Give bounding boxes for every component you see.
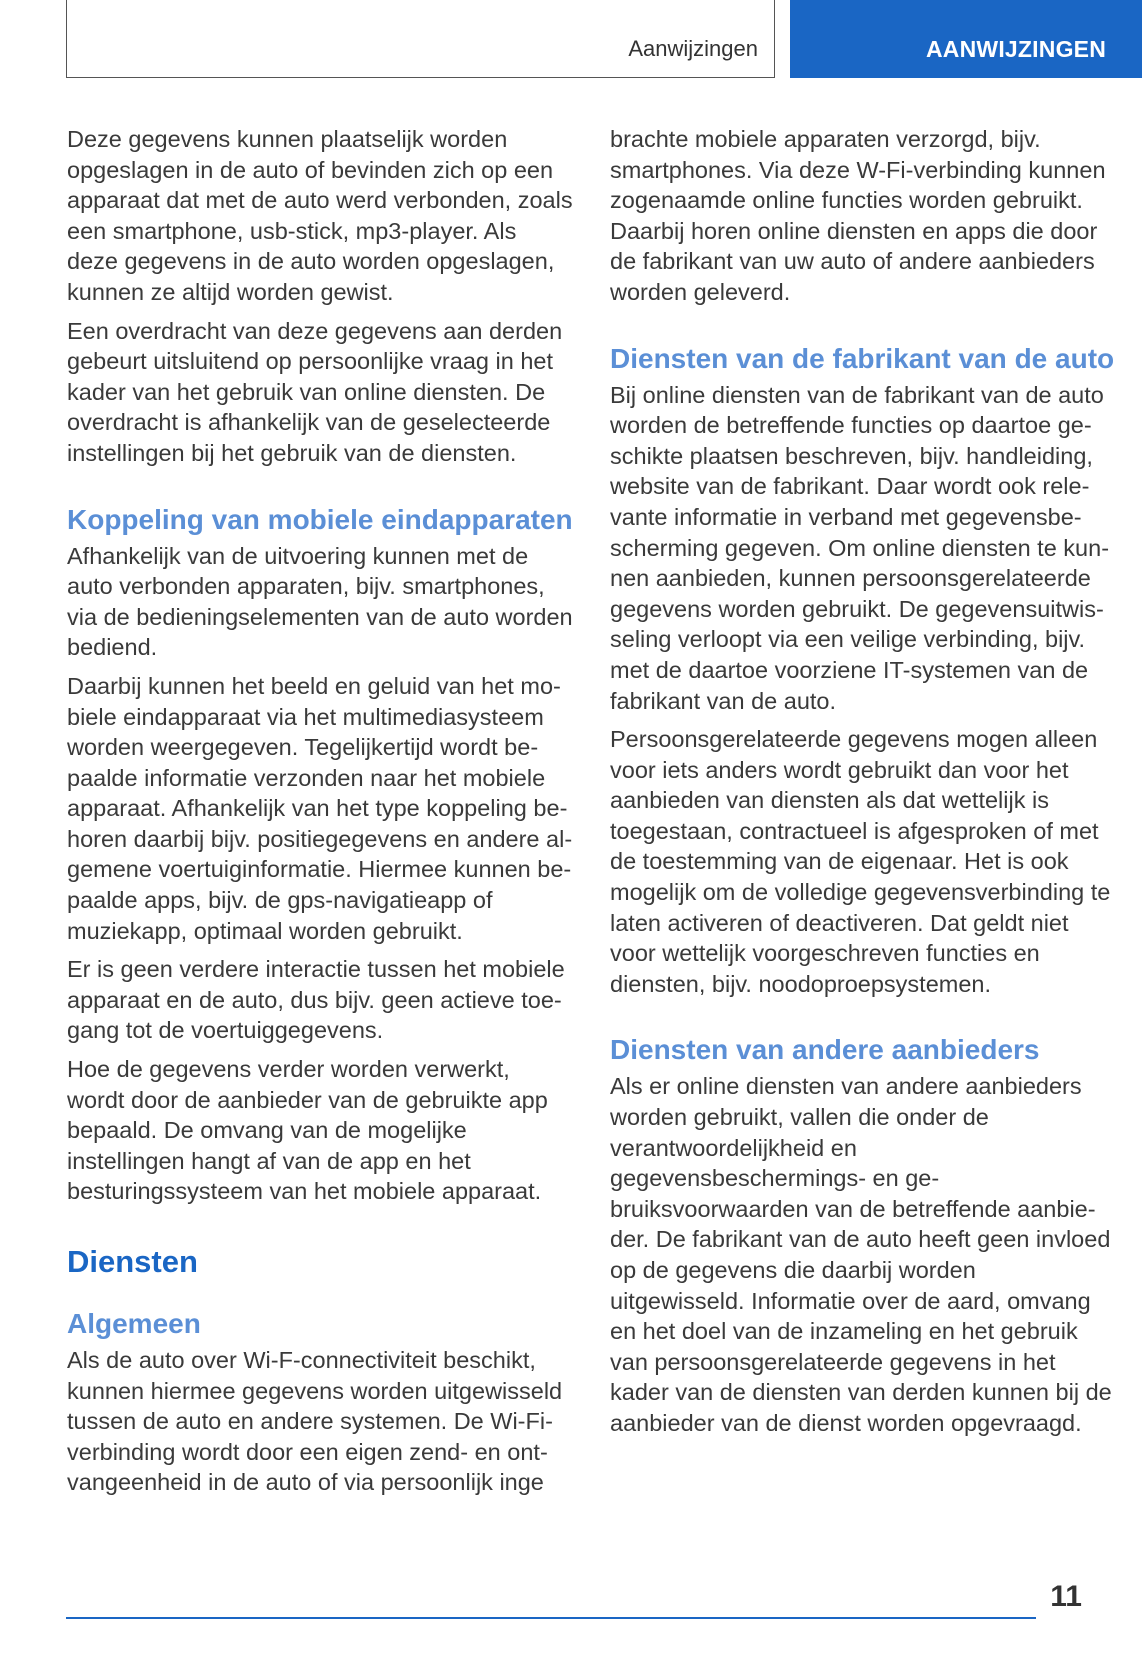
header-section-label: Aanwijzingen bbox=[628, 36, 758, 61]
heading-koppeling: Koppeling van mobiele eindapparaten bbox=[67, 503, 573, 535]
heading-algemeen: Algemeen bbox=[67, 1308, 201, 1339]
header-chapter-tab[interactable]: AANWIJZINGEN bbox=[790, 0, 1142, 78]
footer-divider bbox=[66, 1617, 1036, 1619]
paragraph: Bij online diensten van de fabrikant van de auto worden de betreffende functies op daartoe geschikte plaatsen beschreven, bijv. handleiding, website van de fabrikant. Daar wordt ook relevante informatie in verband met gegevensbescherming gegeven. Om online diensten te kunnen aanbieden, kunnen persoonsgerelateerde gegevens worden gebruikt. De gegevensuitwisseling verloopt via een veilige verbinding, bijv. met de daartoe voorziene IT-systemen van de fabrikant van de auto. bbox=[610, 381, 1110, 714]
heading-diensten: Diensten bbox=[67, 1244, 198, 1279]
heading-fabrikant: Diensten van de fabrikant van de auto bbox=[610, 342, 1115, 374]
paragraph: Afhankelijk van de uitvoering kunnen met de auto verbonden apparaten, bijv. smartphones, via de bedieningselementen van de auto worden bediend. bbox=[67, 542, 573, 661]
heading-andere-aanbieders: Diensten van andere aanbieders bbox=[610, 1034, 1040, 1066]
paragraph: Persoonsgerelateerde gegevens mogen alleen voor iets anders wordt gebruikt dan voor het aanbieden van diensten als dat wettelijk is toegestaan, contractueel is afgesproken of met de toestemming van de eigenaar. Het is ook mogelijk om de volledige gegevensverbinding te laten activeren of deactiveren. Dat geldt niet voor wettelijk voorgeschreven functies en diensten, bijv. noodoproepsystemen. bbox=[610, 726, 1111, 997]
paragraph: Een overdracht van deze gegevens aan derden gebeurt uitsluitend op persoonlijke vraag in het kader van het gebruik van online diensten. De overdracht is afhankelijk van de geselecteerde instellingen bij het gebruik van de diensten. bbox=[67, 317, 563, 466]
header-box bbox=[66, 0, 775, 78]
paragraph: Als de auto over Wi-F-connectiviteit beschikt, kunnen hiermee gegevens worden uitgewisseld tussen de auto en andere systemen. De Wi-Fi-verbinding wordt door een eigen zend- en ontvangeenheid in de auto of via persoonlijk inge bbox=[67, 1347, 563, 1496]
paragraph: Hoe de gegevens verder worden verwerkt, wordt door de aanbieder van de gebruikte app bepaald. De omvang van de mogelijke instellingen hangt af van de app en het besturingssysteem van het mobiele apparaat. bbox=[67, 1056, 548, 1205]
right-column bbox=[610, 124, 1115, 1447]
paragraph: Deze gegevens kunnen plaatselijk worden opgeslagen in de auto of bevinden zich op een apparaat dat met de auto werd verbonden, zoals een smartphone, usb-stick, mp3-player. Als deze gegevens in de auto worden opgeslagen, kunnen ze altijd worden gewist. bbox=[67, 126, 573, 305]
page-number: 11 bbox=[1050, 1580, 1082, 1613]
paragraph: Als er online diensten van andere aanbieders worden gebruikt, vallen die onder de verantwoordelijkheid en gegevensbeschermings- en gebruiksvoorwaarden van de betreffende aanbieder. De fabrikant van de auto heeft geen invloed op de gegevens die daarbij worden uitgewisseld. Informatie over de aard, omvang en het doel van de inzameling en het gebruik van persoonsgerelateerde gegevens in het kader van de diensten van derden kunnen bij de aanbieder van de dienst worden opgevraagd. bbox=[610, 1073, 1112, 1436]
paragraph: Er is geen verdere interactie tussen het mobiele apparaat en de auto, dus bijv. geen actieve toegang tot de voertuiggegevens. bbox=[67, 956, 565, 1044]
paragraph: brachte mobiele apparaten verzorgd, bijv. smartphones. Via deze W-Fi-verbinding kunnen zogenaamde online functies worden gebruikt. Daarbij horen online diensten en apps die door de fabrikant van uw auto of andere aanbieders worden geleverd. bbox=[610, 126, 1106, 305]
paragraph: Daarbij kunnen het beeld en geluid van het mobiele eindapparaat via het multimediasysteem worden weergegeven. Tegelijkertijd wordt bepaalde informatie verzonden naar het mobiele apparaat. Afhankelijk van het type koppeling behoren daarbij bijv. positiegegevens en andere algemene voertuiginformatie. Hiermee kunnen bepaalde apps, bijv. de gps-navigatieapp of muziekapp, optimaal worden gebruikt. bbox=[67, 672, 573, 944]
left-column bbox=[67, 124, 573, 1506]
